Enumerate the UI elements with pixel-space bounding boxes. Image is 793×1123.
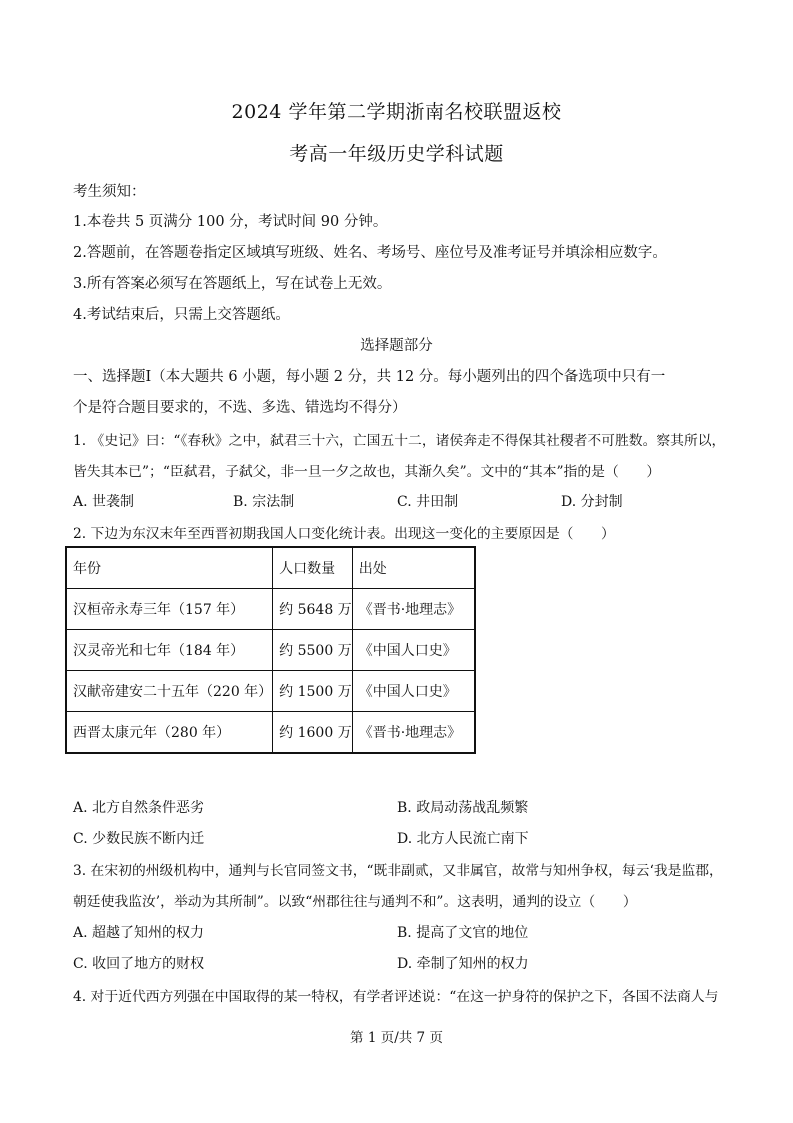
table-cell: 约 5648 万 (273, 589, 353, 630)
table-cell: 《晋书·地理志》 (352, 589, 475, 630)
table-row (66, 589, 475, 630)
table-row (66, 712, 475, 754)
table-cell: 约 5500 万 (273, 630, 353, 671)
question-2-stem: 2. 下边为东汉末年至西晋初期我国人口变化统计表。出现这一变化的主要原因是（ ） (73, 526, 615, 542)
instructions-heading: 考生须知： (73, 184, 146, 200)
exam-title-line1: 2024 学年第二学期浙南名校联盟返校 (231, 101, 562, 123)
instruction-item-1: 1.本卷共 5 页满分 100 分，考试时间 90 分钟。 (73, 214, 388, 230)
exam-title-line2: 考高一年级历史学科试题 (289, 143, 504, 165)
question-3-option-d: D. 牵制了知州的权力 (397, 956, 529, 972)
question-2-option-d: D. 北方人民流亡南下 (397, 831, 529, 847)
population-table (65, 546, 476, 754)
question-1-option-a: A. 世袭制 (73, 494, 135, 510)
table-cell: 西晋太康元年（280 年） (66, 712, 273, 754)
question-3-option-a: A. 超越了知州的权力 (73, 925, 205, 941)
question-2-option-b: B. 政局动荡战乱频繁 (397, 800, 529, 816)
table-cell: 约 1500 万 (273, 671, 353, 712)
question-2-option-a: A. 北方自然条件恶劣 (73, 800, 205, 816)
table-row (66, 671, 475, 712)
question-3-line2: 朝廷使我监汝’，举动为其所制”。以致“州郡往往与通判不和”。这表明，通判的设立（ ） (73, 894, 637, 910)
instruction-item-4: 4.考试结束后，只需上交答题纸。 (73, 307, 290, 323)
table-cell: 约 1600 万 (273, 712, 353, 754)
table-row (66, 630, 475, 671)
table-cell: 汉桓帝永寿三年（157 年） (66, 589, 273, 630)
question-1-option-c: C. 井田制 (397, 494, 459, 510)
question-3-option-b: B. 提高了文官的地位 (397, 925, 529, 941)
table-cell: 汉献帝建安二十五年（220 年） (66, 671, 273, 712)
section-instructions-line2: 个是符合题目要求的，不选、多选、错选均不得分） (73, 400, 407, 416)
question-2-option-c: C. 少数民族不断内迁 (73, 831, 205, 847)
table-header-cell: 年份 (66, 547, 273, 589)
table-cell: 《中国人口史》 (352, 630, 475, 671)
section-title: 选择题部分 (360, 338, 433, 354)
question-3-line1: 3. 在宋初的州级机构中，通判与长官同签文书，“既非副贰，又非属官，故常与知州争权，每云‘我是监郡， (73, 863, 723, 879)
question-1-line2: 皆失其本已”；“臣弑君，子弑父，非一旦一夕之故也，其渐久矣”。文中的“其本”指的是（ ） (73, 464, 661, 480)
page-number: 第 1 页/共 7 页 (350, 1030, 443, 1046)
table-header-row (66, 547, 475, 589)
instruction-item-3: 3.所有答案必须写在答题纸上，写在试卷上无效。 (73, 276, 392, 292)
question-1-option-d: D. 分封制 (561, 494, 623, 510)
table-cell: 《中国人口史》 (352, 671, 475, 712)
table-header-cell: 出处 (352, 547, 475, 589)
question-1-option-b: B. 宗法制 (233, 494, 295, 510)
section-instructions-line1: 一、选择题Ⅰ（本大题共 6 小题，每小题 2 分，共 12 分。每小题列出的四个备选项中只有一 (73, 369, 666, 385)
question-1-line1: 1. 《史记》曰：“《春秋》之中，弑君三十六，亡国五十二，诸侯奔走不得保其社稷者不可胜数。察其所以， (73, 433, 726, 449)
table-header-cell: 人口数量 (273, 547, 353, 589)
question-3-option-c: C. 收回了地方的财权 (73, 956, 205, 972)
question-4-line1: 4. 对于近代西方列强在中国取得的某一特权，有学者评述说：“在这一护身符的保护之下，各国不法商人与 (73, 989, 719, 1005)
table-cell: 汉灵帝光和七年（184 年） (66, 630, 273, 671)
instruction-item-2: 2.答题前，在答题卷指定区域填写班级、姓名、考场号、座位号及准考证号并填涂相应数字。 (73, 245, 667, 261)
table-cell: 《晋书·地理志》 (352, 712, 475, 754)
